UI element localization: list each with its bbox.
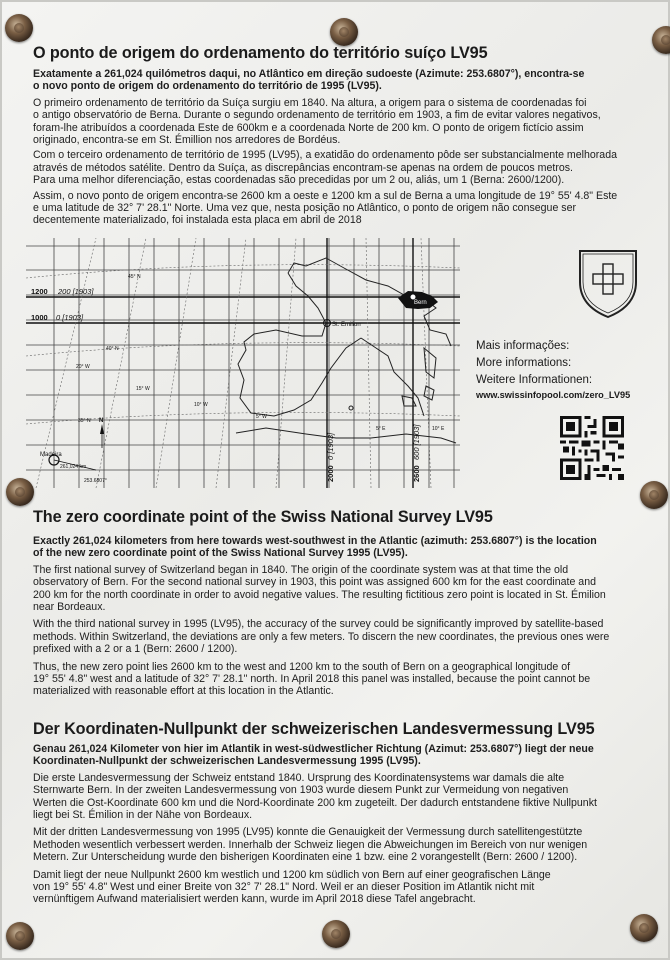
label-distance: 261,024 km <box>60 464 87 470</box>
label-st-emilion: St. Emilion <box>332 322 361 328</box>
label-1000: 1000 <box>31 313 48 322</box>
label-bern: Bern <box>414 300 427 306</box>
more-info <box>476 338 630 401</box>
info-url: www.swissinfopool.com/zero_LV95 <box>476 390 631 400</box>
text-line: methods. Within Switzerland, the deviations are only a few meters. To discern the new coordinates, the previous ones were <box>33 630 610 643</box>
german-section <box>33 720 638 906</box>
text-line: Die erste Landesvermessung der Schweiz entstand 1840. Ursprung des Koordinatensystems war damals die alte <box>33 771 565 784</box>
graticule <box>26 238 460 488</box>
info-label-de: Weitere Informationen: <box>476 374 593 386</box>
label-2600: 2600 <box>412 465 421 482</box>
text-line: Assim, o novo ponto de origem encontra-se 2600 km a oeste e 1200 km a sul de Berna a uma longitude de 19° 55' 4.8" Este <box>33 189 618 202</box>
label-200-1903: 200 [1903] <box>58 287 94 296</box>
info-label-pt: Mais informações: <box>476 340 570 352</box>
label-5e: 5° E <box>376 426 386 432</box>
label-2000-1903: 0 [1903] <box>326 432 335 460</box>
text-line: The first national survey of Switzerland began in 1840. The origin of the coordinate system was at that time the old <box>33 563 569 576</box>
text-line: foram-lhe atribuídos a coordenada Este de 600km e a coordenada Norte de 200 km. O ponto de origem fictício assim <box>33 121 584 134</box>
german-lead: Koordinaten-Nullpunkt der schweizerischen Landesvermessung 1995 (LV95). <box>33 755 421 768</box>
label-35n: 35° N <box>78 418 91 424</box>
text-line: vernünftigem Aufwand materialisiert werden kann, wurde im April 2018 diese Tafel angebracht. <box>33 893 476 906</box>
axes <box>26 238 460 488</box>
text-line: Damit liegt der neue Nullpunkt 2600 km westlich und 1200 km südlich von Bern auf einer geografischen Länge <box>33 868 551 881</box>
label-2000: 2000 <box>326 465 335 482</box>
north-arrow <box>100 424 104 434</box>
screw <box>6 922 34 950</box>
coordinate-map <box>26 238 460 488</box>
text-line: observatory of Bern. For the second national survey in 1903, this point was assigned 600 km for the east coordinate and <box>33 576 596 589</box>
text-line: near Bordeaux. <box>33 601 106 614</box>
qr-code-icon <box>560 416 624 480</box>
text-line: Mit der dritten Landesvermessung von 1995 (LV95) konnte die Genauigkeit der Vermessung durch satellitengestützte <box>33 826 583 839</box>
label-600-1903: 600 [1903] <box>412 424 421 460</box>
text-line: originado, encontra-se em St. Émillion nos arredores de Bordéus. <box>33 134 341 147</box>
screw <box>330 18 358 46</box>
text-line: With the third national survey in 1995 (LV95), the accuracy of the survey could be significantly improved by satellite-based <box>33 618 604 631</box>
label-10e: 10° E <box>432 426 445 432</box>
screw <box>322 920 350 948</box>
label-45n: 45° N <box>128 274 141 280</box>
text-line: através de métodos satélite. Dentro da Suíça, as discrepâncias encontram-se apenas na ordem de poucos metros. <box>33 161 573 174</box>
text-line: von 19° 55' 4.8" West und einer Breite von 32° 7' 28.1" Nord. Weil er an dieser Position im Atlantik nicht mit <box>33 881 535 894</box>
coastline <box>236 258 456 443</box>
german-title: Der Koordinaten-Nullpunkt der schweizerischen Landesvermessung LV95 <box>33 720 595 738</box>
label-5w: 5° W <box>256 414 267 420</box>
text-line: Thus, the new zero point lies 2600 km to the west and 1200 km to the south of Bern on a geographical longitude of <box>33 660 571 673</box>
text-line: Metern. Zur Unterscheidung wurde den bisherigen Koordinaten eine 1 bzw. eine 2 vorangestellt (Bern: 2600 / 1200). <box>33 851 578 864</box>
english-section <box>33 508 638 698</box>
text-line: liegt bei St. Émilion in der Nähe von Bordeaux. <box>33 809 253 822</box>
english-title: The zero coordinate point of the Swiss National Survey LV95 <box>33 508 493 526</box>
label-40n: 40° N <box>106 346 119 352</box>
label-0-1903: 0 [1903] <box>56 313 84 322</box>
text-line: Com o terceiro ordenamento de território de 1995 (LV95), a exatidão do ordenamento pôde ser substancialmente melhorada <box>33 149 617 162</box>
english-lead: of the new zero coordinate point of the Swiss National Survey 1995 (LV95). <box>33 547 408 560</box>
label-madeira: Madeira <box>40 452 62 458</box>
label-20w: 20° W <box>76 364 90 370</box>
text-line: 200 km for the north coordinate in order to avoid negative values. The resulting fictitious zero point is located in St. Émilion <box>33 588 606 601</box>
portuguese-section <box>33 44 638 227</box>
grid <box>26 238 460 488</box>
portuguese-title: O ponto de origem do ordenamento do território suíço LV95 <box>33 44 488 62</box>
text-line: materialized with reasonable effort at this location in the Atlantic. <box>33 685 334 698</box>
text-line: O primeiro ordenamento de território da Suíça surgiu em 1840. Na altura, a origem para o sistema de coordenadas foi <box>33 96 587 109</box>
screw <box>5 14 33 42</box>
label-north: N <box>99 418 104 424</box>
text-line: decentemente materializado, foi instalada esta placa em abril de 2018 <box>33 214 362 227</box>
label-azimuth: 253.6807° <box>84 478 107 484</box>
screw <box>630 914 658 942</box>
english-lead: Exactly 261,024 kilometers from here towards west-southwest in the Atlantic (azimuth: 253.6807°) is the location <box>33 535 597 547</box>
portuguese-lead: Exatamente a 261,024 quilómetros daqui, no Atlântico em direção sudoeste (Azimute: 253.6807°), encontra-se <box>33 68 585 80</box>
text-line: Werten die Ost-Koordinate 600 km und die Nord-Koordinate 200 km zugeteilt. Der dadurch entstandene fiktive Nullpunkt <box>33 796 597 809</box>
text-line: e uma latitude de 32° 7' 28.1" Norte. Uma vez que, nesta posição no Atlântico, o ponto de origem não consegue ser <box>33 202 576 215</box>
text-line: Para uma melhor diferenciação, estas coordenadas são precedidas por um 2 ou, aliás, um 1 (Berna: 2600/1200). <box>33 174 565 187</box>
label-10w: 10° W <box>194 402 208 408</box>
text-line: prefixed with a 2 or a 1 (Bern: 2600 / 1200). <box>33 643 238 656</box>
portuguese-lead: o novo ponto de origem do ordenamento do território de 1995 (LV95). <box>33 80 382 93</box>
text-line: Sternwarte Bern. In der zweiten Landesvermessung von 1903 wurde diesem Punkt zur Vermeidung von negativen <box>33 784 569 797</box>
text-line: 19° 55' 4.8" west and a latitude of 32° 7' 28.1" north. In April 2018 this panel was installed, because the point cannot be <box>33 673 591 686</box>
label-15w: 15° W <box>136 386 150 392</box>
text-line: o antigo observatório de Berna. Durante o segundo ordenamento de território em 1903, a fim de evitar valores negativos, <box>33 109 601 122</box>
screw <box>640 481 668 509</box>
german-lead: Genau 261,024 Kilometer von hier im Atlantik in west-südwestlicher Richtung (Azimut: 253.6807°) liegt der neue <box>33 743 594 755</box>
swiss-coat-of-arms-icon <box>577 248 639 320</box>
info-label-en: More informations: <box>476 357 572 369</box>
label-1200: 1200 <box>31 287 48 296</box>
text-line: Methoden wesentlich verbessert werden. Innerhalb der Schweiz liegen die Abweichungen im Bereich von nur wenigen <box>33 838 588 851</box>
